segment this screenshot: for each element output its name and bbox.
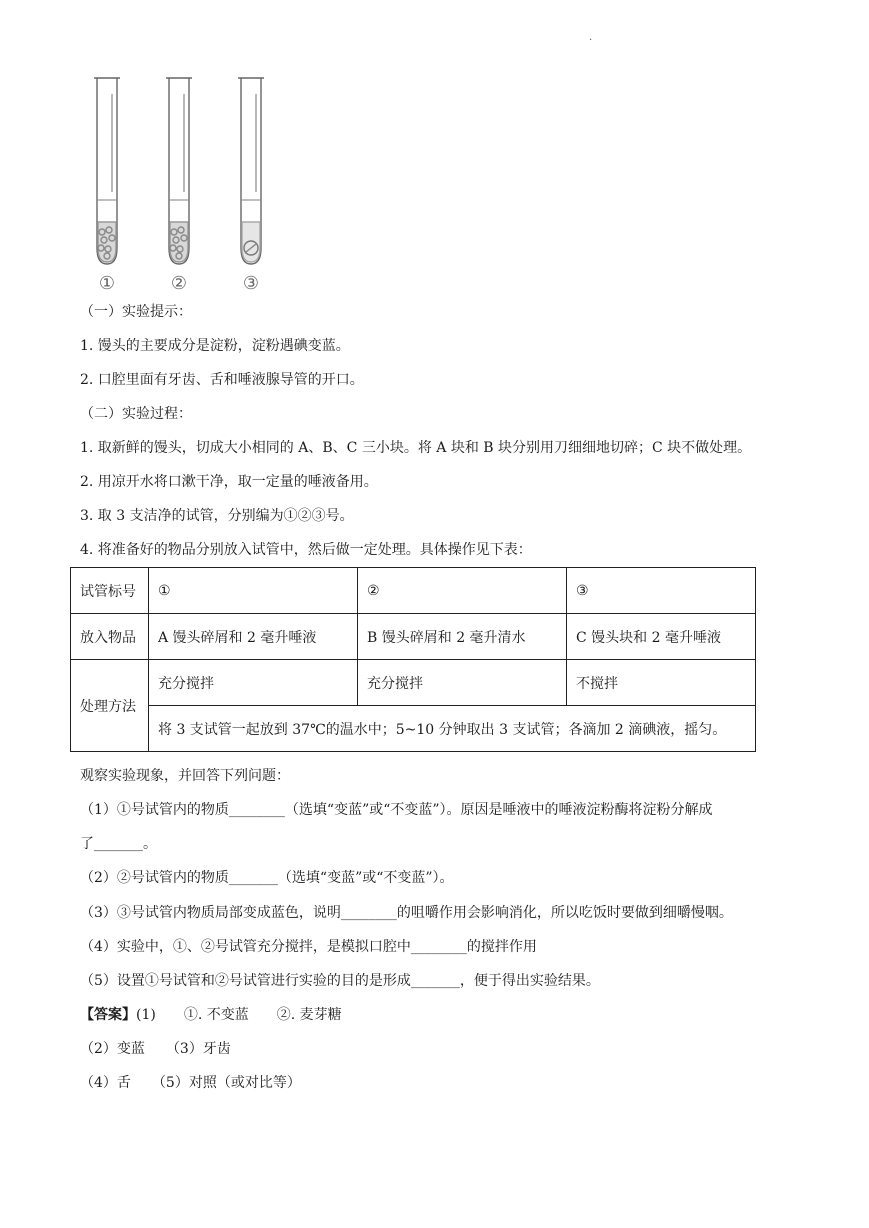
table-row: [71, 568, 756, 614]
tube-label-2: ②: [170, 273, 188, 294]
process-step-2: 2. 用凉开水将口漱干净，取一定量的唾液备用。: [80, 474, 378, 490]
table-cell: ②: [358, 568, 567, 614]
tube-label-1: ①: [98, 273, 116, 294]
process-step-1: 1. 取新鲜的馒头，切成大小相同的 A、B、C 三小块。将 A 块和 B 块分别用刀细细地切碎；C 块不做处理。: [80, 440, 752, 456]
answer-line-2: （2）变蓝 （3）牙齿: [80, 1041, 231, 1057]
operations-table: [70, 567, 756, 752]
question-4: （4）实验中，①、②号试管充分搅拌，是模拟口腔中________的搅拌作用: [80, 939, 537, 955]
table-cell: 放入物品: [71, 614, 149, 660]
hint-item-2: 2. 口腔里面有牙齿、舌和唾液腺导管的开口。: [80, 372, 364, 388]
question-1b: 了_______。: [80, 836, 157, 852]
table-row: [71, 706, 756, 752]
tube-label-3: ③: [242, 273, 260, 294]
question-1a: （1）①号试管内的物质________（选填“变蓝”或“不变蓝”）。原因是唾液中的唾液淀粉酶将淀粉分解成: [80, 802, 713, 818]
table-cell: C 馒头块和 2 毫升唾液: [567, 614, 756, 660]
table-cell: ③: [567, 568, 756, 614]
hints-heading: （一）实验提示：: [80, 304, 192, 320]
answer-line-1: [80, 1005, 342, 1025]
table-cell: 处理方法: [71, 660, 149, 752]
test-tube-3: [238, 78, 264, 264]
process-step-3: 3. 取 3 支洁净的试管，分别编为①②③号。: [80, 508, 354, 524]
questions-intro: 观察实验现象，并回答下列问题：: [80, 768, 290, 784]
table-cell: ①: [149, 568, 358, 614]
table-row: [71, 660, 756, 706]
table-cell: A 馒头碎屑和 2 毫升唾液: [149, 614, 358, 660]
question-3: （3）③号试管内物质局部变成蓝色，说明________的咀嚼作用会影响消化，所以吃饭时要做到细嚼慢咽。: [80, 905, 733, 921]
table-cell: B 馒头碎屑和 2 毫升清水: [358, 614, 567, 660]
test-tube-1: [94, 78, 120, 264]
table-cell: 试管标号: [71, 568, 149, 614]
tube-labels: [99, 273, 259, 294]
process-step-4: 4. 将准备好的物品分别放入试管中，然后做一定处理。具体操作见下表：: [80, 542, 532, 558]
page-mark: .: [589, 32, 593, 43]
test-tube-2: [166, 78, 192, 264]
table-row: [71, 614, 756, 660]
question-5: （5）设置①号试管和②号试管进行实验的目的是形成_______，便于得出实验结果。: [80, 973, 600, 989]
answer-label: 【答案】: [80, 1007, 136, 1023]
process-heading: （二）实验过程：: [80, 406, 192, 422]
table-cell: 充分搅拌: [149, 660, 358, 706]
table-cell: 将 3 支试管一起放到 37℃的温水中；5~10 分钟取出 3 支试管；各滴加 2 滴碘液，摇匀。: [149, 706, 756, 752]
answer-text-1: (1) ①. 不变蓝 ②. 麦芽糖: [136, 1007, 342, 1023]
table-cell: 不搅拌: [567, 660, 756, 706]
table-cell: 充分搅拌: [358, 660, 567, 706]
hint-item-1: 1. 馒头的主要成分是淀粉，淀粉遇碘变蓝。: [80, 338, 350, 354]
question-2: （2）②号试管内的物质_______（选填“变蓝”或“不变蓝”）。: [80, 870, 454, 886]
test-tubes-figure: [86, 72, 286, 297]
answer-line-3: （4）舌 （5）对照（或对比等）: [80, 1075, 301, 1091]
